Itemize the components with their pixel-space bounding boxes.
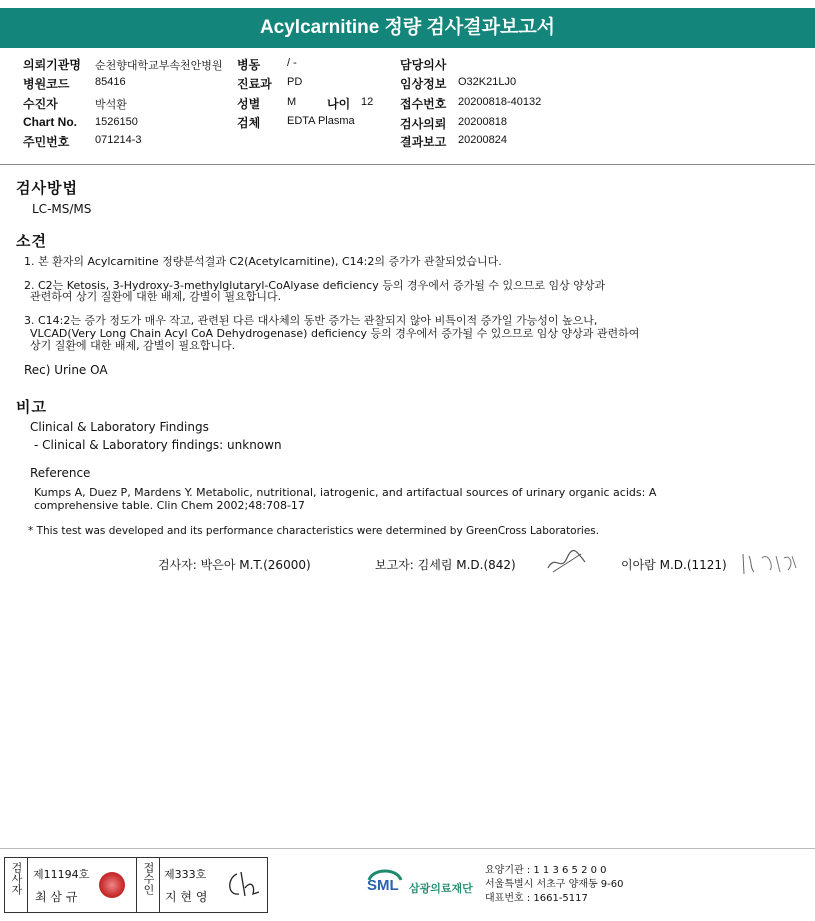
- specimen-value: EDTA Plasma: [287, 115, 355, 127]
- request-value: 20200818: [458, 116, 507, 128]
- box1-label-cell: [5, 858, 28, 912]
- chart-label: Chart No.: [23, 115, 77, 129]
- receipt-label: 접수번호: [400, 97, 447, 111]
- doctor-label: 담당의사: [400, 58, 447, 72]
- sex-label: 성별: [237, 97, 261, 111]
- finding-2-line-2: 관련하여 상기 질환에 대한 배제, 감별이 필요합니다.: [30, 290, 282, 303]
- remarks-heading: 비고: [16, 398, 47, 416]
- box2-number: 제333호: [164, 868, 207, 881]
- patient-value: 박석환: [95, 99, 127, 111]
- chart-value: 1526150: [95, 116, 138, 128]
- finding-3-line-1: 3. C14:2는 증가 정도가 매우 작고, 관련된 다른 대사체의 동반 증가는 관찰되지 않아 비특이적 증가일 가능성이 높으나,: [24, 314, 598, 327]
- box1-number: 제11194호: [33, 868, 90, 881]
- reporter-signature: 보고자: 김세림 M.D.(842): [375, 558, 516, 572]
- logo-name: 삼광의료재단: [409, 882, 473, 895]
- finding-3-line-3: 상기 질환에 대한 배제, 감별이 필요합니다.: [30, 339, 236, 352]
- footer-divider: [0, 848, 815, 849]
- logo-abbr: SML: [367, 877, 399, 894]
- box2-handwritten-signature: [223, 868, 263, 902]
- clinical-findings-title: Clinical & Laboratory Findings: [30, 420, 209, 434]
- org-info: [485, 864, 624, 906]
- ward-value: / -: [287, 57, 297, 69]
- institution-label: 의뢰기관명: [23, 58, 81, 72]
- org-line-2: 서울특별시 서초구 양재동 9-60: [485, 879, 624, 890]
- sex-value: M: [287, 96, 297, 108]
- method-heading: 검사방법: [16, 179, 78, 197]
- report-date-value: 20200824: [458, 134, 507, 146]
- reference-line-2: comprehensive table. Clin Chem 2002;48:708-17: [34, 499, 305, 512]
- clinical-findings-item: - Clinical & Laboratory findings: unknown: [34, 438, 282, 452]
- approver-handwritten-signature: [740, 548, 800, 578]
- dept-value: PD: [287, 76, 303, 88]
- finding-1: 1. 본 환자의 Acylcarnitine 정량분석결과 C2(Acetylcarnitine), C14:2의 증가가 관찰되었습니다.: [24, 255, 502, 268]
- finding-2-line-1: 2. C2는 Ketosis, 3-Hydroxy-3-methylglutaryl-CoAlyase deficiency 등의 경우에서 증가될 수 있으므로 임상 양상과: [24, 279, 606, 292]
- recommendation: Rec) Urine OA: [24, 363, 108, 377]
- institution-value: 순천향대학교부속천안병원: [95, 60, 223, 72]
- box1-label: 검사자: [10, 862, 23, 895]
- findings-heading: 소견: [16, 232, 47, 250]
- clinical-info-value: O32K21LJ0: [458, 76, 517, 88]
- rrn-label: 주민번호: [23, 135, 70, 149]
- finding-3-line-2: VLCAD(Very Long Chain Acyl CoA Dehydrogenase) deficiency 등의 경우에서 증가될 수 있으므로 임상 양상과 관련하여: [30, 327, 640, 340]
- age-value: 12: [361, 96, 374, 108]
- org-line-1: 요양기관 : 1 1 3 6 5 2 0 0: [485, 865, 607, 876]
- box2-label-cell: [136, 858, 160, 912]
- rrn-value: 071214-3: [95, 134, 142, 146]
- box2-label: 접수인: [142, 862, 155, 895]
- seal-stamp: [99, 872, 125, 898]
- patient-label: 수진자: [23, 97, 58, 111]
- box2-name: 지 현 영: [165, 890, 208, 904]
- org-line-3: 대표번호 : 1661-5117: [485, 893, 588, 904]
- request-label: 검사의뢰: [400, 117, 447, 131]
- specimen-label: 검체: [237, 116, 261, 130]
- reporter-handwritten-signature: [545, 548, 589, 576]
- approver-signature: 이아람 M.D.(1121): [621, 558, 727, 572]
- receipt-value: 20200818-40132: [458, 96, 542, 108]
- hospital-code-label: 병원코드: [23, 77, 70, 91]
- lab-disclaimer: * This test was developed and its performance characteristics were determined by GreenCross Laboratories.: [28, 525, 600, 537]
- age-label: 나이: [327, 97, 351, 111]
- hospital-code-value: 85416: [95, 76, 126, 88]
- box1-name: 최 삼 규: [35, 890, 78, 904]
- report-title: Acylcarnitine 정량 검사결과보고서: [0, 8, 815, 48]
- clinical-info-label: 임상정보: [400, 77, 447, 91]
- tester-signature: 검사자: 박은아 M.T.(26000): [158, 558, 311, 572]
- certification-box: [4, 857, 268, 913]
- sml-logo: [365, 864, 485, 900]
- reference-line-1: Kumps A, Duez P, Mardens Y. Metabolic, nutritional, iatrogenic, and artifactual sources of urinary organic acids: A: [34, 486, 657, 499]
- report-date-label: 결과보고: [400, 135, 447, 149]
- divider: [0, 164, 815, 165]
- ward-label: 병동: [237, 58, 261, 72]
- method-text: LC-MS/MS: [32, 202, 92, 216]
- dept-label: 진료과: [237, 77, 272, 91]
- reference-title: Reference: [30, 466, 91, 480]
